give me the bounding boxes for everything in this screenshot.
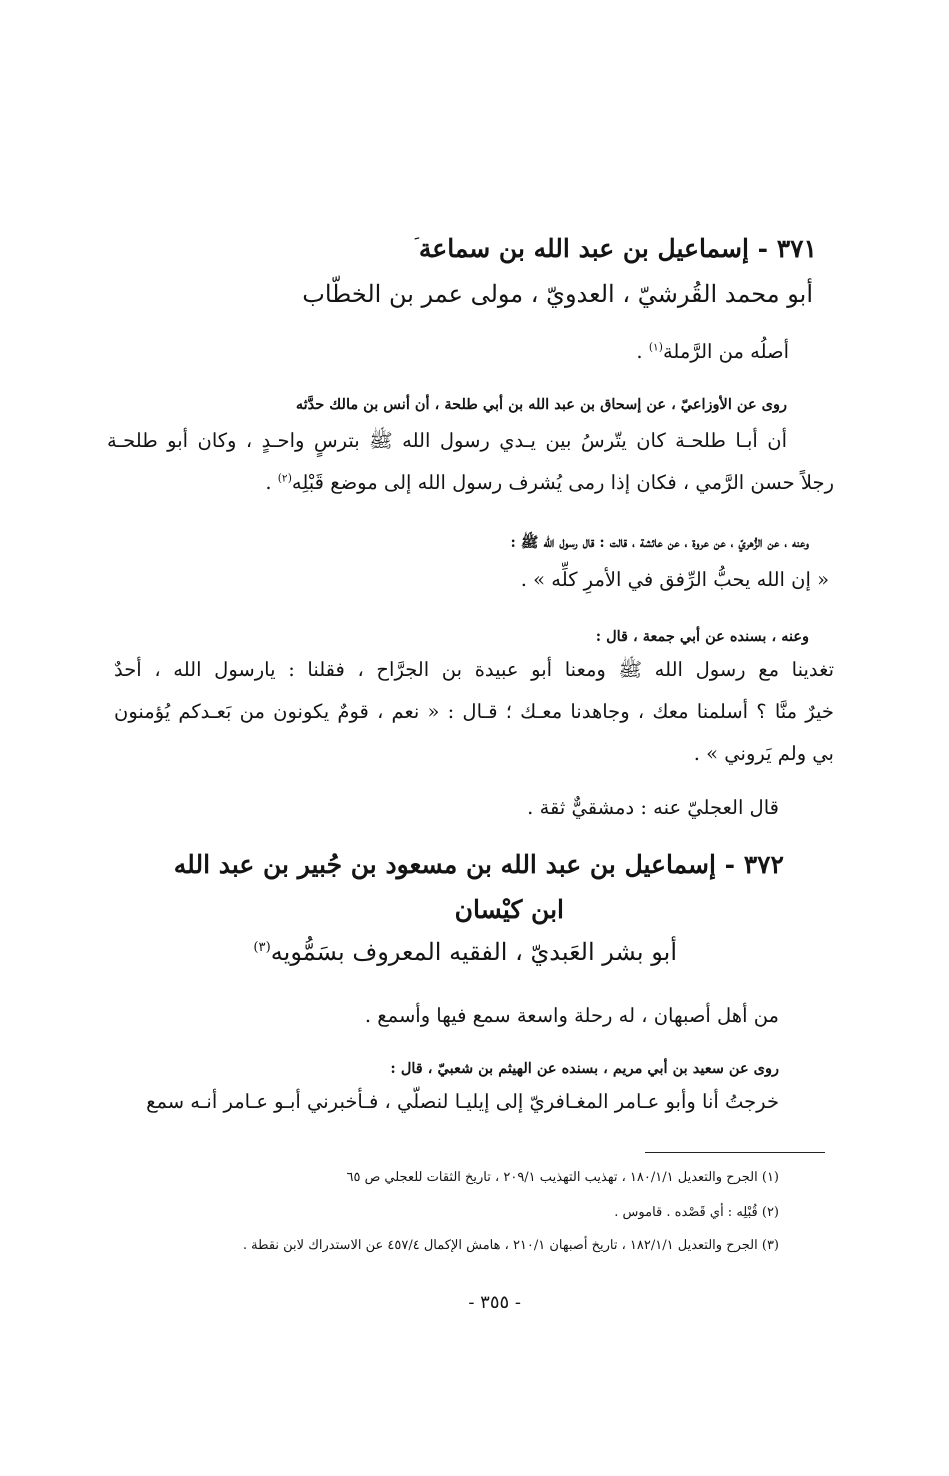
entry-371-hadith-3-line-2: خيرٌ منَّا ؟ أسلمنا معك ، وجاهدنا معـك ؛ قـال : « نعم ، قومٌ يكونون من بَعـدكم يُؤمنون bbox=[114, 700, 834, 723]
entry-371-hadith-1-line-1: أن أبـا طلحـة كان يتّرسُ بين يـدي رسول الله ﷺ بترسٍ واحـدٍ ، وكان أبو طلحـة bbox=[107, 429, 787, 452]
entry-371-hadith-3-line-1: تغدينا مع رسول الله ﷺ ومعنا أبو عبيدة بن الجرَّاح ، فقلنا : يارسول الله ، أحدٌ bbox=[114, 658, 834, 681]
entry-372-title-line-1: ٣٧٢ - إسماعيل بن عبد الله بن مسعود بن جُبير بن عبد الله bbox=[173, 850, 784, 879]
footnote-ref-3[interactable]: (٣) bbox=[253, 940, 271, 955]
entry-371-hadith-1-line-2: رجلاً حسن الرَّمي ، فكان إذا رمى يُشرف رسول الله إلى موضع قَبْلِه$^{(٢)}$ . bbox=[265, 471, 834, 494]
footnote-ref-1[interactable]: (١) bbox=[648, 340, 663, 354]
entry-371-hadith-3-line-3: بي ولم يَروني » . bbox=[693, 742, 834, 765]
entry-372-title-line-2: ابن كيْسان bbox=[454, 895, 564, 924]
entry-372-bio: من أهل أصبهان ، له رحلة واسعة سمع فيها وأسمع . bbox=[364, 1004, 779, 1027]
footnote-separator bbox=[645, 1152, 825, 1153]
entry-371-isnad-3: وعنه ، بسنده عن أبي جمعة ، قال : bbox=[595, 628, 809, 645]
footnote-3: (٣) الجرح والتعديل ١٨٢/١/١ ، تاريخ أصبهان ٢١٠/١ ، هامش الإكمال ٤٥٧/٤ عن الاستدراك لابن نقطة . bbox=[242, 1238, 779, 1253]
entry-371-origin: أصلُه من الرَّملة$^{(١)}$ . bbox=[636, 340, 789, 363]
footnote-2: (٢) قُبْلِه : أي قَصْده . قاموس . bbox=[614, 1205, 779, 1220]
entry-371-grading: قال العجليّ عنه : دمشقيٌّ ثقة . bbox=[527, 796, 779, 819]
entry-371-kunya: أبو محمد القُرشيّ ، العدويّ ، مولى عمر بن الخطّاب bbox=[302, 280, 813, 308]
entry-372-hadith-1-line-1: خرجتُ أنا وأبو عـامر المغـافريّ إلى إيليـا لنصلّي ، فـأخبرني أبـو عـامر أنـه سمع bbox=[146, 1090, 779, 1113]
footnote-1: (١) الجرح والتعديل ١٨٠/١/١ ، تهذيب التهذيب ٢٠٩/١ ، تاريخ الثقات للعجلي ص ٦٥ bbox=[346, 1170, 779, 1185]
footnote-ref-2[interactable]: (٢) bbox=[277, 471, 292, 485]
entry-371-hadith-2: « إن الله يحبُّ الرِّفق في الأمرِ كلِّه » . bbox=[520, 568, 829, 591]
entry-371-title: ٣٧١ - إسماعيل بن عبد الله بن سماعة$^ﹶ$ bbox=[414, 234, 817, 263]
entry-371-isnad-2: وعنه ، عن الزُّهريّ ، عن عروة ، عن عائشة ، قالت : قال رسول الله ﷺ : bbox=[510, 534, 809, 551]
entry-372-isnad-1: روى عن سعيد بن أبي مريم ، بسنده عن الهيثم بن شعبيّ ، قال : bbox=[390, 1060, 779, 1077]
entry-372-kunya: أبو بشر العَبديّ ، الفقيه المعروف بسَمُّويه$^{(٣)}$ bbox=[253, 938, 677, 966]
entry-371-isnad-1: روى عن الأوزاعيّ ، عن إسحاق بن عبد الله بن أبي طلحة ، أن أنس بن مالك حدَّثه bbox=[295, 396, 787, 413]
page-number: - ٣٥٥ - bbox=[468, 1292, 521, 1313]
